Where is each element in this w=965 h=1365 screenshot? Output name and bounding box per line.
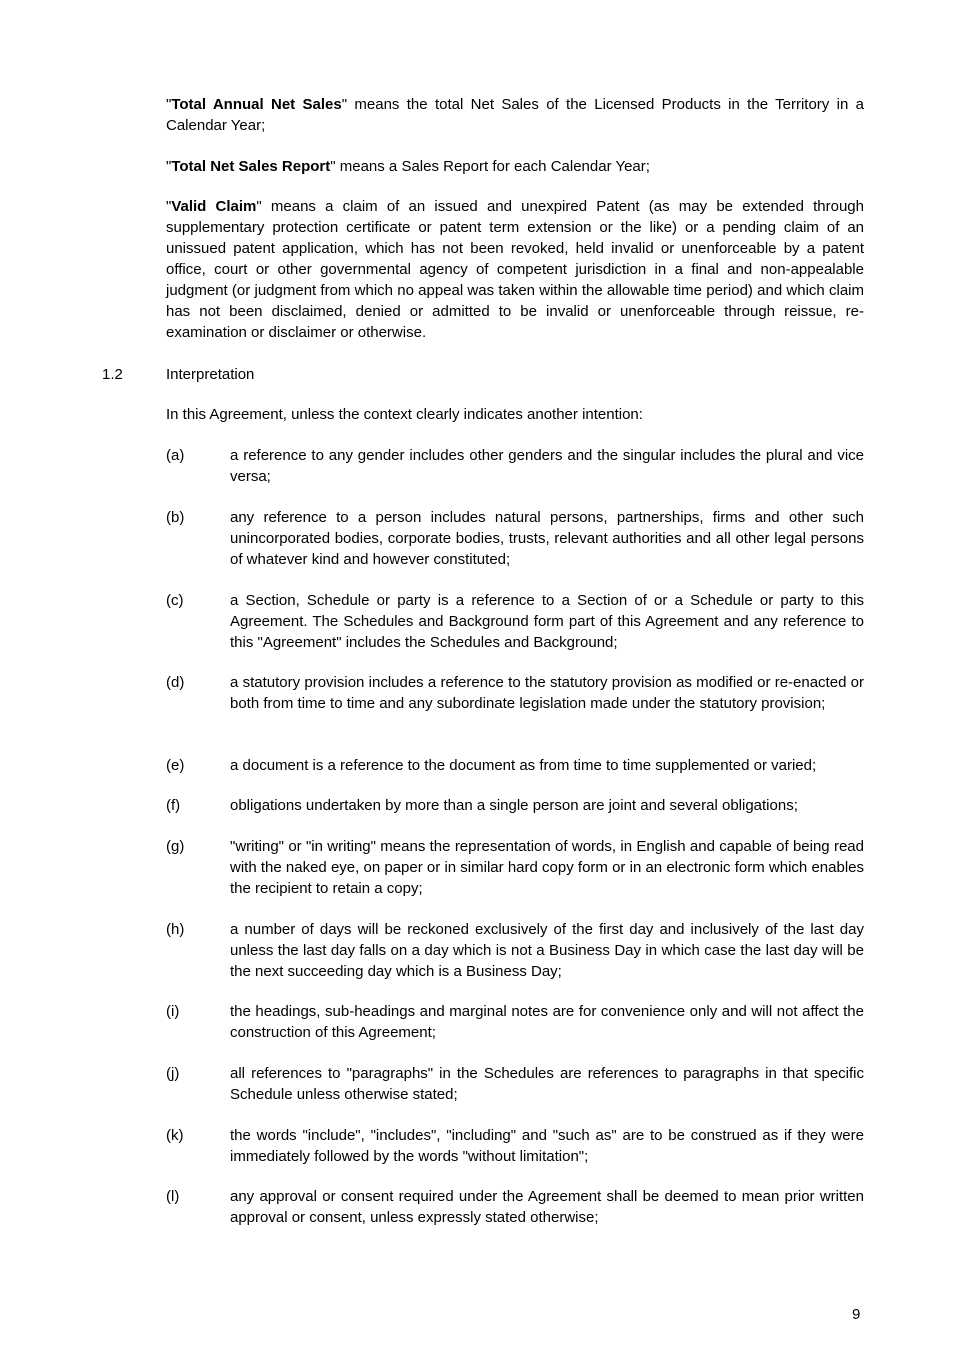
list-item-text: a Section, Schedule or party is a reference to a Section of or a Schedule or party to this Agreement. The Schedules and Background form part of this Agreement and any reference to this "Agreement" includes the Schedules and Background; bbox=[230, 592, 864, 651]
list-item-text: a statutory provision includes a reference to the statutory provision as modified or re-enacted or both from time to time and any subordinate legislation made under the statutory provision; bbox=[230, 674, 864, 712]
list-item-label: (j) bbox=[166, 1065, 180, 1082]
section-intro: In this Agreement, unless the context clearly indicates another intention: bbox=[166, 406, 643, 423]
definition-valid-claim: "Valid Claim" means a claim of an issued and unexpired Patent (as may be extended through supplementary protection certificate or patent term extension or the like) or a pending claim of an unissued patent application, which has not been revoked, held invalid or unenforceable by a patent office, court or other governmental agency of competent jurisdiction in a final and non-appealable judgment (or judgment from which no appeal was taken within the allowable time period) and which claim has not been disclaimed, denied or admitted to be invalid or unenforceable through reissue, re-examination or disclaimer or otherwise. bbox=[166, 198, 864, 341]
definition-term: Total Net Sales Report bbox=[171, 158, 331, 175]
list-item-text: all references to "paragraphs" in the Schedules are references to paragraphs in that specific Schedule unless otherwise stated; bbox=[230, 1065, 864, 1103]
list-item-label: (k) bbox=[166, 1127, 184, 1144]
list-item-label: (a) bbox=[166, 447, 185, 464]
list-item-label: (f) bbox=[166, 797, 181, 814]
definition-text: means a Sales Report for each Calendar Year; bbox=[335, 158, 650, 175]
list-item-label: (h) bbox=[166, 921, 185, 938]
list-item-label: (b) bbox=[166, 509, 185, 526]
definition-text: means a claim of an issued and unexpired Patent (as may be extended through supplementary protection certificate or patent term extension or the like) or a pending claim of an unissued patent application, which has not been revoked, held invalid or unenforceable by a patent office, court or other governmental agency of competent jurisdiction in a final and non-appealable judgment (or judgment from which no appeal was taken within the allowable time period) and which claim has not been disclaimed, denied or admitted to be invalid or unenforceable through reissue, re-examination or disclaimer or otherwise. bbox=[166, 198, 864, 341]
list-item-text: a reference to any gender includes other genders and the singular includes the plural and vice versa; bbox=[230, 447, 864, 485]
section-number: 1.2 bbox=[102, 366, 123, 383]
list-item-text: "writing" or "in writing" means the representation of words, in English and capable of being read with the naked eye, on paper or in similar hard copy form or in an electronic form which enables the recipient to retain a copy; bbox=[230, 838, 864, 897]
definition-term: Valid Claim bbox=[171, 198, 257, 215]
list-item-text: a document is a reference to the document as from time to time supplemented or varied; bbox=[230, 757, 817, 774]
list-item-text: any approval or consent required under the Agreement shall be deemed to mean prior written approval or consent, unless expressly stated otherwise; bbox=[230, 1188, 864, 1226]
page-number: 9 bbox=[852, 1306, 861, 1323]
definition-total-net-sales-report: "Total Net Sales Report" means a Sales Report for each Calendar Year; bbox=[166, 158, 650, 175]
section-title: Interpretation bbox=[166, 366, 255, 383]
list-item-text: the words "include", "includes", "including" and "such as" are to be construed as if they were immediately followed by the words "without limitation"; bbox=[230, 1127, 864, 1165]
list-item-text: a number of days will be reckoned exclusively of the first day and inclusively of the last day unless the last day falls on a day which is not a Business Day in which case the last day will be the next succeeding day which is a Business Day; bbox=[230, 921, 864, 980]
definition-total-annual-net-sales: "Total Annual Net Sales" means the total Net Sales of the Licensed Products in the Territory in a Calendar Year; bbox=[166, 96, 864, 134]
list-item-label: (l) bbox=[166, 1188, 180, 1205]
list-item-label: (i) bbox=[166, 1003, 180, 1020]
list-item-text: obligations undertaken by more than a single person are joint and several obligations; bbox=[230, 797, 798, 814]
list-item-label: (g) bbox=[166, 838, 185, 855]
definition-text: means the total Net Sales of the Licensed Products in the Territory in a Calendar Year; bbox=[166, 96, 864, 134]
definition-term: Total Annual Net Sales bbox=[171, 96, 342, 113]
list-item-label: (e) bbox=[166, 757, 185, 774]
list-item-label: (c) bbox=[166, 592, 184, 609]
list-item-text: any reference to a person includes natural persons, partnerships, firms and other such unincorporated bodies, corporate bodies, trusts, relevant authorities and all other legal persons of whatever kind and however constituted; bbox=[230, 509, 864, 568]
list-item-text: the headings, sub-headings and marginal notes are for convenience only and will not affect the construction of this Agreement; bbox=[230, 1003, 864, 1041]
list-item-label: (d) bbox=[166, 674, 185, 691]
